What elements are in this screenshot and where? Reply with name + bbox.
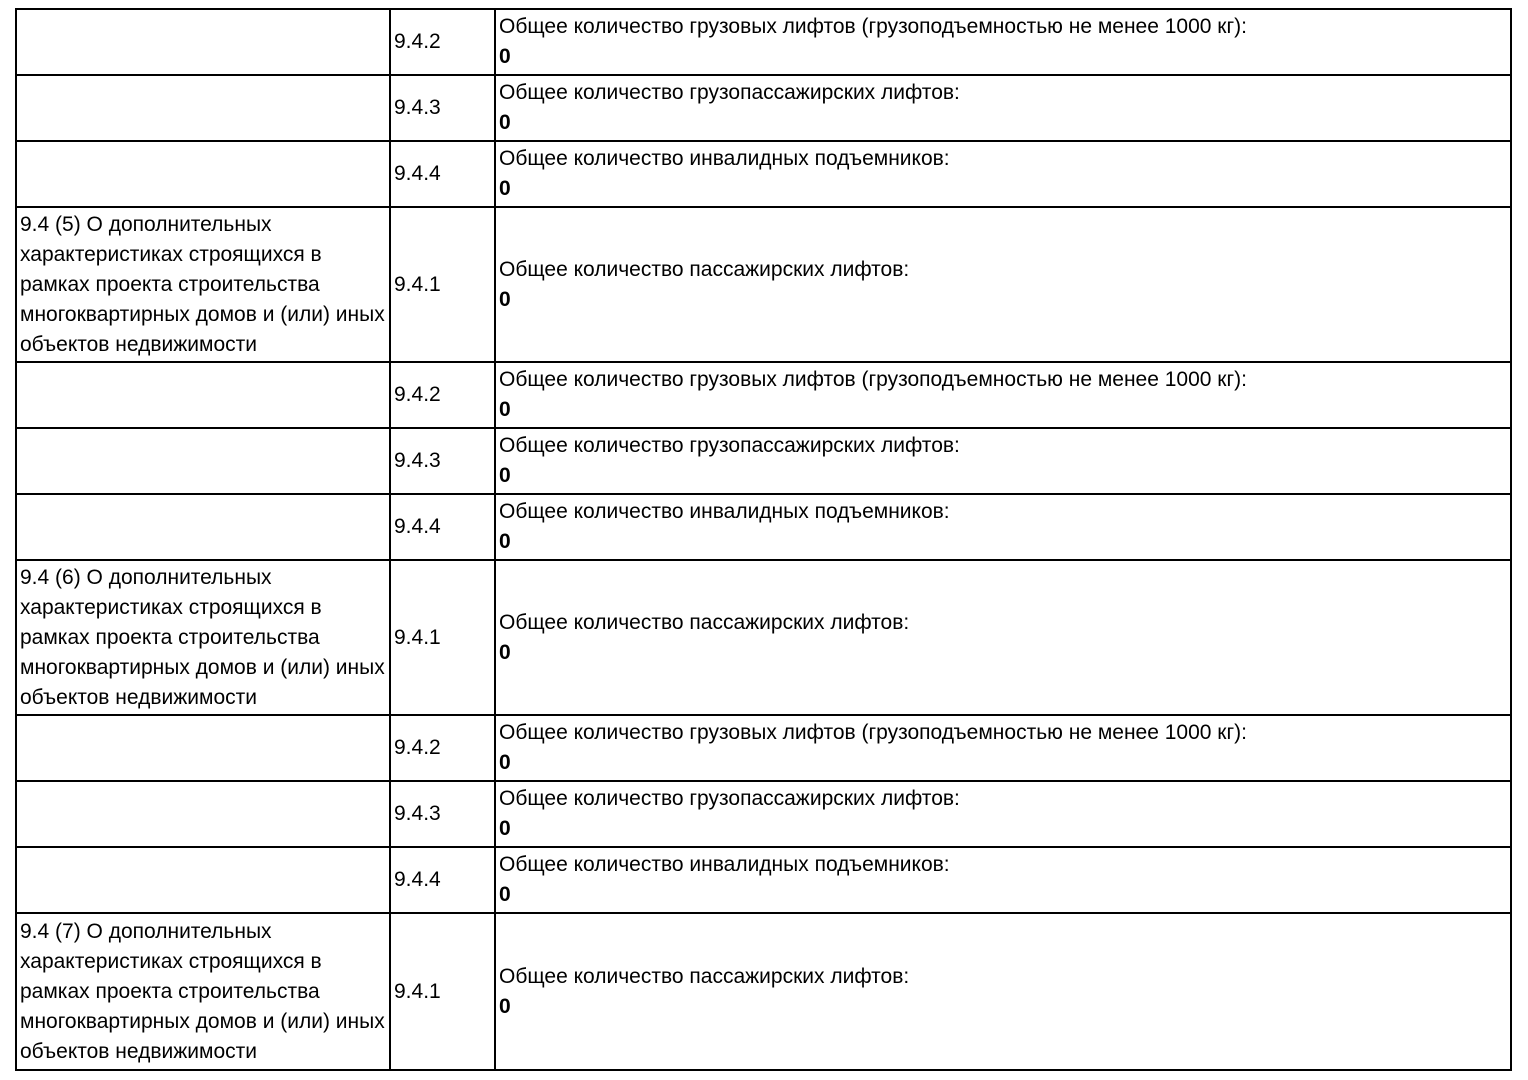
field-label: Общее количество инвалидных подъемников:: [499, 853, 950, 876]
declaration-table: [15, 8, 1512, 1071]
field-label: Общее количество грузопассажирских лифтов:: [499, 81, 960, 104]
section-cell: [16, 847, 390, 913]
field-label: Общее количество пассажирских лифтов:: [499, 964, 910, 988]
field-value: 0: [499, 640, 511, 664]
section-cell: [16, 715, 390, 781]
section-cell: 9.4 (5) О дополнительных характеристиках строящихся в рамках проекта строительства многоквартирных домов и (или) иных объектов недвижимости: [16, 207, 390, 362]
code-cell: 9.4.3: [390, 428, 495, 494]
code-cell: 9.4.2: [390, 715, 495, 781]
section-cell: [16, 75, 390, 141]
field-value: 0: [499, 287, 511, 311]
code-cell: 9.4.3: [390, 781, 495, 847]
value-cell: [495, 75, 1511, 141]
table-row: [16, 781, 1511, 847]
table-row: [16, 428, 1511, 494]
table-row: [16, 9, 1511, 75]
table-row: [16, 913, 1511, 1070]
code-cell: 9.4.4: [390, 847, 495, 913]
field-value: 0: [499, 883, 511, 906]
table-row: [16, 362, 1511, 428]
code-cell: 9.4.1: [390, 913, 495, 1070]
code-cell: 9.4.2: [390, 9, 495, 75]
code-cell: 9.4.4: [390, 141, 495, 207]
table-row: [16, 141, 1511, 207]
section-cell: [16, 781, 390, 847]
code-cell: 9.4.1: [390, 207, 495, 362]
section-cell: 9.4 (7) О дополнительных характеристиках строящихся в рамках проекта строительства многоквартирных домов и (или) иных объектов недвижимости: [16, 913, 390, 1070]
field-value: 0: [499, 398, 511, 421]
value-cell: [495, 847, 1511, 913]
field-value: 0: [499, 177, 511, 200]
table-row: [16, 207, 1511, 362]
code-cell: 9.4.4: [390, 494, 495, 560]
value-cell: [495, 207, 1511, 362]
table-row: [16, 494, 1511, 560]
field-value: 0: [499, 994, 511, 1018]
section-cell: 9.4 (6) О дополнительных характеристиках строящихся в рамках проекта строительства многоквартирных домов и (или) иных объектов недвижимости: [16, 560, 390, 715]
table-row: [16, 75, 1511, 141]
section-cell: [16, 494, 390, 560]
value-cell: [495, 560, 1511, 715]
section-cell: [16, 141, 390, 207]
field-value: 0: [499, 817, 511, 840]
field-label: Общее количество грузопассажирских лифтов:: [499, 787, 960, 810]
field-label: Общее количество инвалидных подъемников:: [499, 147, 950, 170]
table-row: [16, 715, 1511, 781]
table-row: [16, 560, 1511, 715]
code-cell: 9.4.1: [390, 560, 495, 715]
section-cell: [16, 362, 390, 428]
field-label: Общее количество пассажирских лифтов:: [499, 257, 910, 281]
code-cell: 9.4.2: [390, 362, 495, 428]
field-value: 0: [499, 45, 511, 68]
field-value: 0: [499, 530, 511, 553]
value-cell: [495, 362, 1511, 428]
table-body: [16, 9, 1511, 1070]
field-value: 0: [499, 751, 511, 774]
table-row: [16, 847, 1511, 913]
value-cell: [495, 494, 1511, 560]
field-label: Общее количество пассажирских лифтов:: [499, 610, 910, 634]
code-cell: 9.4.3: [390, 75, 495, 141]
field-label: Общее количество инвалидных подъемников:: [499, 500, 950, 523]
field-value: 0: [499, 111, 511, 134]
value-cell: [495, 9, 1511, 75]
section-cell: [16, 9, 390, 75]
value-cell: [495, 141, 1511, 207]
value-cell: [495, 781, 1511, 847]
value-cell: [495, 715, 1511, 781]
field-label: Общее количество грузопассажирских лифтов:: [499, 434, 960, 457]
field-label: Общее количество грузовых лифтов (грузоподъемностью не менее 1000 кг):: [499, 721, 1247, 744]
field-label: Общее количество грузовых лифтов (грузоподъемностью не менее 1000 кг):: [499, 368, 1247, 391]
value-cell: [495, 428, 1511, 494]
field-label: Общее количество грузовых лифтов (грузоподъемностью не менее 1000 кг):: [499, 15, 1247, 38]
field-value: 0: [499, 464, 511, 487]
value-cell: [495, 913, 1511, 1070]
section-cell: [16, 428, 390, 494]
